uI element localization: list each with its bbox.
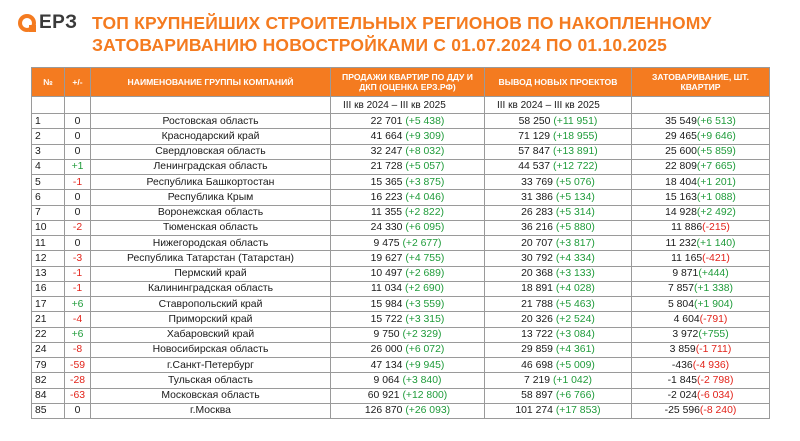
row-sales bbox=[331, 373, 485, 388]
sales-value: 22 701 bbox=[370, 115, 406, 127]
launch-delta: (+5 880) bbox=[555, 222, 595, 234]
row-overstock bbox=[632, 251, 770, 266]
row-overstock bbox=[632, 159, 770, 174]
launch-delta: (+17 853) bbox=[555, 405, 601, 417]
launch-value: 20 326 bbox=[521, 313, 556, 325]
row-overstock bbox=[632, 129, 770, 144]
row-launch bbox=[485, 373, 632, 388]
row-name: Хабаровский край bbox=[91, 327, 331, 342]
row-name: Калининградская область bbox=[91, 281, 331, 296]
launch-delta: (+5 134) bbox=[555, 191, 595, 203]
overstock-value: 7 857 bbox=[667, 283, 694, 295]
sales-value: 15 722 bbox=[370, 313, 406, 325]
overstock-value: -25 596 bbox=[664, 405, 700, 417]
row-delta: 0 bbox=[65, 190, 91, 205]
row-launch bbox=[485, 297, 632, 312]
sales-delta: (+6 072) bbox=[405, 344, 445, 356]
row-launch bbox=[485, 114, 632, 129]
sales-value: 9 750 bbox=[373, 329, 403, 341]
launch-delta: (+2 524) bbox=[555, 313, 595, 325]
row-launch bbox=[485, 388, 632, 403]
page-title-line-1: ТОП КРУПНЕЙШИХ СТРОИТЕЛЬНЫХ РЕГИОНОВ ПО НАКОПЛЕННОМУ bbox=[92, 13, 712, 33]
sales-value: 24 330 bbox=[370, 222, 406, 234]
row-sales bbox=[331, 190, 485, 205]
row-num: 7 bbox=[32, 205, 65, 220]
sales-value: 10 497 bbox=[370, 268, 406, 280]
overstock-delta: (+6 513) bbox=[696, 115, 736, 127]
launch-delta: (+3 817) bbox=[555, 237, 595, 249]
sales-delta: (+4 046) bbox=[405, 191, 445, 203]
row-overstock bbox=[632, 220, 770, 235]
overstock-delta: (-6 034) bbox=[697, 390, 734, 402]
overstock-delta: (-4 936) bbox=[692, 359, 730, 371]
overstock-value: 4 604 bbox=[673, 313, 700, 325]
table-row bbox=[32, 281, 770, 296]
row-overstock bbox=[632, 190, 770, 205]
overstock-delta: (+755) bbox=[698, 329, 729, 341]
row-overstock bbox=[632, 205, 770, 220]
overstock-delta: (+2 492) bbox=[696, 207, 736, 219]
launch-delta: (+4 361) bbox=[555, 344, 595, 356]
row-launch bbox=[485, 175, 632, 190]
sales-value: 21 728 bbox=[370, 161, 406, 173]
sales-delta: (+3 875) bbox=[405, 176, 445, 188]
row-delta: -1 bbox=[65, 175, 91, 190]
sales-value: 9 064 bbox=[373, 374, 403, 386]
row-num: 12 bbox=[32, 251, 65, 266]
row-sales bbox=[331, 403, 485, 418]
table-row bbox=[32, 388, 770, 403]
sales-delta: (+8 032) bbox=[405, 146, 445, 158]
sales-value: 15 984 bbox=[370, 298, 406, 310]
overstock-value: 29 465 bbox=[665, 130, 697, 142]
table-body bbox=[32, 114, 770, 419]
row-name: Воронежская область bbox=[91, 205, 331, 220]
row-delta: +6 bbox=[65, 297, 91, 312]
sales-value: 11 355 bbox=[371, 207, 405, 219]
sales-value: 16 223 bbox=[370, 191, 406, 203]
launch-delta: (+12 722) bbox=[552, 161, 598, 173]
header-delta: +/- bbox=[65, 68, 91, 97]
overstock-delta: (+1 904) bbox=[694, 298, 733, 310]
sales-delta: (+2 329) bbox=[402, 329, 442, 341]
row-launch bbox=[485, 312, 632, 327]
row-sales bbox=[331, 388, 485, 403]
overstock-delta: (+1 088) bbox=[696, 191, 736, 203]
row-name: Республика Башкортостан bbox=[91, 175, 331, 190]
row-overstock bbox=[632, 403, 770, 418]
launch-value: 46 698 bbox=[521, 359, 556, 371]
launch-value: 71 129 bbox=[518, 130, 553, 142]
row-launch bbox=[485, 129, 632, 144]
row-launch bbox=[485, 190, 632, 205]
sales-delta: (+2 822) bbox=[404, 207, 444, 219]
launch-value: 57 847 bbox=[518, 146, 553, 158]
row-sales bbox=[331, 297, 485, 312]
launch-value: 31 386 bbox=[521, 191, 556, 203]
overstock-value: -2 024 bbox=[667, 390, 698, 402]
launch-value: 101 274 bbox=[515, 405, 556, 417]
row-launch bbox=[485, 266, 632, 281]
table-row bbox=[32, 327, 770, 342]
row-overstock bbox=[632, 144, 770, 159]
table-row bbox=[32, 114, 770, 129]
row-overstock bbox=[632, 388, 770, 403]
row-delta: -3 bbox=[65, 251, 91, 266]
row-num: 3 bbox=[32, 144, 65, 159]
row-sales bbox=[331, 205, 485, 220]
row-launch bbox=[485, 144, 632, 159]
row-delta: 0 bbox=[65, 144, 91, 159]
row-name: Ленинградская область bbox=[91, 159, 331, 174]
overstock-value: 5 804 bbox=[667, 298, 694, 310]
row-delta: 0 bbox=[65, 129, 91, 144]
overstock-delta: (-791) bbox=[699, 313, 728, 325]
logo-icon bbox=[18, 14, 36, 32]
row-num: 11 bbox=[32, 236, 65, 251]
sales-value: 41 664 bbox=[370, 130, 406, 142]
overstock-delta: (+7 665) bbox=[696, 161, 736, 173]
launch-value: 20 707 bbox=[521, 237, 556, 249]
sales-delta: (+4 755) bbox=[405, 252, 445, 264]
overstock-value: 3 859 bbox=[669, 344, 696, 356]
overstock-value: 11 232 bbox=[665, 237, 697, 249]
row-num: 82 bbox=[32, 373, 65, 388]
sales-delta: (+3 840) bbox=[402, 374, 442, 386]
row-num: 17 bbox=[32, 297, 65, 312]
overstock-value: -1 845 bbox=[667, 374, 698, 386]
row-num: 4 bbox=[32, 159, 65, 174]
row-delta: -28 bbox=[65, 373, 91, 388]
overstock-delta: (-1 711) bbox=[695, 344, 732, 356]
row-name: Краснодарский край bbox=[91, 129, 331, 144]
row-overstock bbox=[632, 266, 770, 281]
overstock-delta: (+444) bbox=[698, 268, 729, 280]
header-name: НАИМЕНОВАНИЕ ГРУППЫ КОМПАНИЙ bbox=[91, 68, 331, 97]
launch-delta: (+4 334) bbox=[555, 252, 595, 264]
overstock-value: 18 404 bbox=[665, 176, 697, 188]
sales-value: 60 921 bbox=[367, 390, 403, 402]
overstock-delta: (-421) bbox=[702, 252, 730, 264]
launch-delta: (+6 766) bbox=[555, 390, 595, 402]
row-num: 85 bbox=[32, 403, 65, 418]
row-name: г.Москва bbox=[91, 403, 331, 418]
row-launch bbox=[485, 205, 632, 220]
launch-value: 7 219 bbox=[524, 374, 553, 386]
row-overstock bbox=[632, 297, 770, 312]
row-num: 21 bbox=[32, 312, 65, 327]
row-sales bbox=[331, 312, 485, 327]
row-name: Нижегородская область bbox=[91, 236, 331, 251]
launch-delta: (+5 314) bbox=[555, 207, 595, 219]
row-delta: -1 bbox=[65, 266, 91, 281]
row-num: 5 bbox=[32, 175, 65, 190]
overstock-value: 35 549 bbox=[665, 115, 697, 127]
overstock-value: 11 886 bbox=[671, 222, 703, 234]
row-sales bbox=[331, 114, 485, 129]
row-name: Тульская область bbox=[91, 373, 331, 388]
row-num: 16 bbox=[32, 281, 65, 296]
row-sales bbox=[331, 342, 485, 357]
row-num: 6 bbox=[32, 190, 65, 205]
table-row bbox=[32, 358, 770, 373]
row-name: Новосибирская область bbox=[91, 342, 331, 357]
table-row bbox=[32, 129, 770, 144]
row-name: Приморский край bbox=[91, 312, 331, 327]
period-launch: III кв 2024 – III кв 2025 bbox=[485, 97, 632, 114]
table-row bbox=[32, 205, 770, 220]
logo bbox=[18, 12, 78, 34]
row-num: 22 bbox=[32, 327, 65, 342]
sales-value: 26 000 bbox=[370, 344, 406, 356]
launch-delta: (+5 463) bbox=[555, 298, 595, 310]
launch-delta: (+18 955) bbox=[552, 130, 598, 142]
overstock-delta: (+5 859) bbox=[696, 146, 736, 158]
row-sales bbox=[331, 175, 485, 190]
row-sales bbox=[331, 159, 485, 174]
overstock-value: 11 165 bbox=[671, 252, 703, 264]
table-row bbox=[32, 159, 770, 174]
row-launch bbox=[485, 159, 632, 174]
row-delta: 0 bbox=[65, 236, 91, 251]
sales-delta: (+26 093) bbox=[405, 405, 451, 417]
sales-delta: (+12 800) bbox=[402, 390, 448, 402]
row-delta: +6 bbox=[65, 327, 91, 342]
row-sales bbox=[331, 144, 485, 159]
row-sales bbox=[331, 327, 485, 342]
overstock-value: 14 928 bbox=[665, 207, 697, 219]
row-name: Ростовская область bbox=[91, 114, 331, 129]
table-row bbox=[32, 144, 770, 159]
row-num: 24 bbox=[32, 342, 65, 357]
launch-value: 30 792 bbox=[521, 252, 556, 264]
launch-value: 20 368 bbox=[521, 268, 556, 280]
row-name: Республика Крым bbox=[91, 190, 331, 205]
launch-delta: (+13 891) bbox=[552, 146, 598, 158]
sales-delta: (+2 689) bbox=[405, 268, 445, 280]
table-row bbox=[32, 251, 770, 266]
row-num: 84 bbox=[32, 388, 65, 403]
launch-delta: (+4 028) bbox=[555, 283, 595, 295]
launch-delta: (+3 084) bbox=[555, 329, 595, 341]
sales-value: 126 870 bbox=[364, 405, 406, 417]
overstock-delta: (-215) bbox=[702, 222, 730, 234]
row-num: 10 bbox=[32, 220, 65, 235]
row-delta: -63 bbox=[65, 388, 91, 403]
table-row bbox=[32, 175, 770, 190]
overstock-delta: (+9 646) bbox=[696, 130, 736, 142]
table-row bbox=[32, 220, 770, 235]
row-launch bbox=[485, 281, 632, 296]
row-overstock bbox=[632, 114, 770, 129]
row-sales bbox=[331, 129, 485, 144]
row-name: Московская область bbox=[91, 388, 331, 403]
table-row bbox=[32, 342, 770, 357]
sales-value: 32 247 bbox=[370, 146, 406, 158]
row-launch bbox=[485, 342, 632, 357]
sales-delta: (+3 559) bbox=[405, 298, 445, 310]
row-delta: -1 bbox=[65, 281, 91, 296]
sales-delta: (+5 438) bbox=[405, 115, 445, 127]
sales-delta: (+2 690) bbox=[404, 283, 444, 295]
row-delta: 0 bbox=[65, 403, 91, 418]
logo-text: ЕРЗ bbox=[39, 12, 78, 33]
sales-delta: (+9 309) bbox=[405, 130, 445, 142]
overstock-value: 25 600 bbox=[665, 146, 697, 158]
launch-value: 44 537 bbox=[518, 161, 553, 173]
period-sales: III кв 2024 – III кв 2025 bbox=[331, 97, 485, 114]
launch-value: 58 897 bbox=[521, 390, 556, 402]
row-delta: 0 bbox=[65, 205, 91, 220]
sales-delta: (+3 315) bbox=[405, 313, 445, 325]
table-row bbox=[32, 236, 770, 251]
row-num: 13 bbox=[32, 266, 65, 281]
launch-value: 18 891 bbox=[521, 283, 556, 295]
row-delta: -59 bbox=[65, 358, 91, 373]
row-sales bbox=[331, 266, 485, 281]
sales-value: 19 627 bbox=[370, 252, 406, 264]
row-name: Республика Татарстан (Татарстан) bbox=[91, 251, 331, 266]
page-title bbox=[92, 12, 782, 56]
launch-delta: (+1 042) bbox=[552, 374, 592, 386]
row-launch bbox=[485, 251, 632, 266]
overstock-value: 9 871 bbox=[672, 268, 699, 280]
overstock-value: -436 bbox=[671, 359, 693, 371]
overstock-delta: (-8 240) bbox=[699, 405, 737, 417]
row-sales bbox=[331, 220, 485, 235]
row-launch bbox=[485, 220, 632, 235]
header-sales: ПРОДАЖИ КВАРТИР ПО ДДУ И ДКП (ОЦЕНКА ЕРЗ.РФ) bbox=[331, 68, 485, 97]
launch-value: 33 769 bbox=[521, 176, 556, 188]
row-overstock bbox=[632, 327, 770, 342]
table-header-row bbox=[32, 68, 770, 97]
launch-value: 58 250 bbox=[518, 115, 554, 127]
row-launch bbox=[485, 403, 632, 418]
launch-delta: (+11 951) bbox=[553, 115, 598, 127]
overstock-delta: (+1 338) bbox=[694, 283, 733, 295]
table-row bbox=[32, 403, 770, 418]
regions-table bbox=[31, 67, 770, 419]
row-sales bbox=[331, 281, 485, 296]
row-overstock bbox=[632, 342, 770, 357]
overstock-delta: (+1 201) bbox=[696, 176, 736, 188]
table-row bbox=[32, 373, 770, 388]
header-overstock: ЗАТОВАРИВАНИЕ, ШТ. КВАРТИР bbox=[632, 68, 770, 97]
launch-delta: (+5 009) bbox=[555, 359, 595, 371]
row-delta: +1 bbox=[65, 159, 91, 174]
row-name: Ставропольский край bbox=[91, 297, 331, 312]
row-delta: -8 bbox=[65, 342, 91, 357]
row-overstock bbox=[632, 312, 770, 327]
row-name: Свердловская область bbox=[91, 144, 331, 159]
launch-value: 36 216 bbox=[521, 222, 556, 234]
sales-value: 47 134 bbox=[370, 359, 406, 371]
row-sales bbox=[331, 251, 485, 266]
row-num: 79 bbox=[32, 358, 65, 373]
header-launch: ВЫВОД НОВЫХ ПРОЕКТОВ bbox=[485, 68, 632, 97]
row-sales bbox=[331, 358, 485, 373]
row-num: 2 bbox=[32, 129, 65, 144]
overstock-value: 15 163 bbox=[665, 191, 697, 203]
sales-delta: (+6 095) bbox=[405, 222, 445, 234]
launch-delta: (+5 076) bbox=[555, 176, 595, 188]
launch-value: 29 859 bbox=[521, 344, 556, 356]
row-overstock bbox=[632, 373, 770, 388]
row-sales bbox=[331, 236, 485, 251]
sales-delta: (+2 677) bbox=[402, 237, 442, 249]
page-title-line-2: ЗАТОВАРИВАНИЮ НОВОСТРОЙКАМИ С 01.07.2024 ПО 01.10.2025 bbox=[92, 35, 668, 55]
row-delta: 0 bbox=[65, 114, 91, 129]
launch-value: 13 722 bbox=[521, 329, 556, 341]
row-delta: -4 bbox=[65, 312, 91, 327]
row-overstock bbox=[632, 175, 770, 190]
table-row bbox=[32, 190, 770, 205]
sales-value: 11 034 bbox=[371, 283, 405, 295]
row-launch bbox=[485, 327, 632, 342]
overstock-value: 3 972 bbox=[672, 329, 699, 341]
sales-value: 9 475 bbox=[373, 237, 403, 249]
row-name: Пермский край bbox=[91, 266, 331, 281]
row-name: г.Санкт-Петербург bbox=[91, 358, 331, 373]
sales-delta: (+9 945) bbox=[405, 359, 445, 371]
row-overstock bbox=[632, 358, 770, 373]
header-num: № bbox=[32, 68, 65, 97]
row-overstock bbox=[632, 281, 770, 296]
row-launch bbox=[485, 358, 632, 373]
table-period-row bbox=[32, 97, 770, 114]
row-overstock bbox=[632, 236, 770, 251]
launch-value: 21 788 bbox=[521, 298, 556, 310]
overstock-delta: (-2 798) bbox=[697, 374, 734, 386]
sales-delta: (+5 057) bbox=[405, 161, 445, 173]
overstock-value: 22 809 bbox=[665, 161, 697, 173]
table-row bbox=[32, 266, 770, 281]
table-row bbox=[32, 297, 770, 312]
row-delta: -2 bbox=[65, 220, 91, 235]
row-name: Тюменская область bbox=[91, 220, 331, 235]
row-num: 1 bbox=[32, 114, 65, 129]
sales-value: 15 365 bbox=[370, 176, 406, 188]
table-row bbox=[32, 312, 770, 327]
overstock-delta: (+1 140) bbox=[696, 237, 736, 249]
launch-delta: (+3 133) bbox=[555, 268, 595, 280]
launch-value: 26 283 bbox=[521, 207, 556, 219]
row-launch bbox=[485, 236, 632, 251]
